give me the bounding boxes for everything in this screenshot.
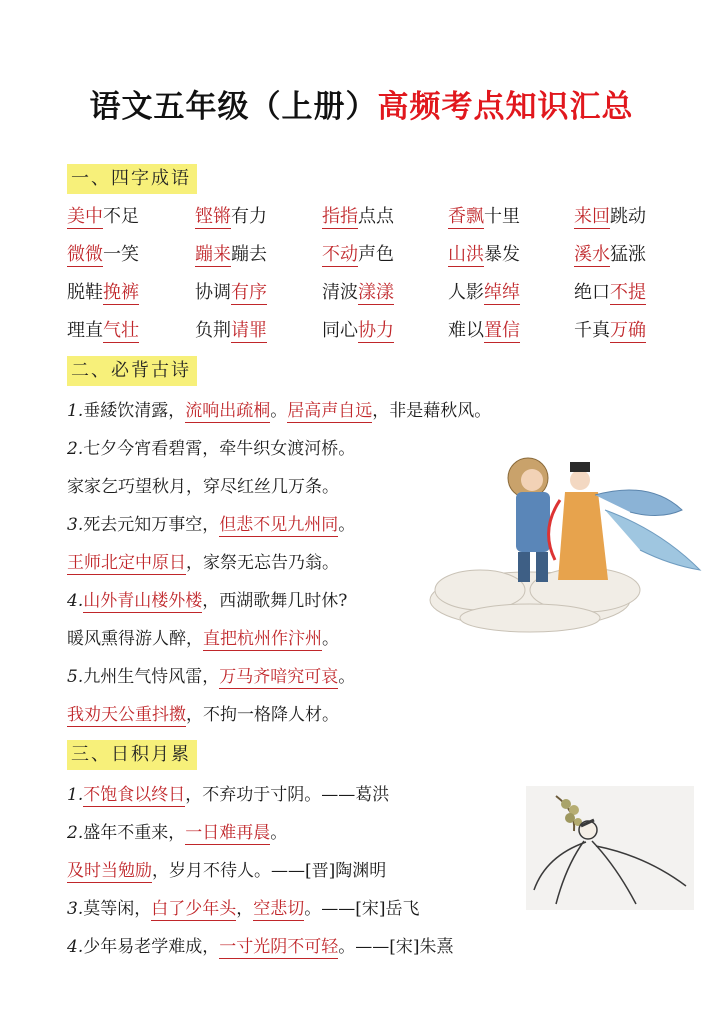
item-number: 1. <box>67 401 84 421</box>
idiom-text: 千真 <box>574 320 610 341</box>
saying-line <box>67 780 547 818</box>
idiom-answer: 美中 <box>67 206 103 227</box>
idiom-item <box>448 202 520 232</box>
idiom-answer: 有序 <box>231 282 267 303</box>
idiom-answer: 万确 <box>610 320 646 341</box>
page-title <box>0 86 723 128</box>
idiom-item <box>448 240 520 270</box>
answer-text: 及时当勉励 <box>67 861 152 881</box>
idiom-grid <box>67 202 687 354</box>
idiom-item <box>195 240 267 270</box>
line-text: 垂緌饮清露， <box>83 401 186 421</box>
idiom-text: 跳动 <box>610 206 646 227</box>
line-text: ，不弃功于寸阴。——葛洪 <box>185 785 390 805</box>
line-text: 。 <box>338 515 356 535</box>
idiom-row <box>67 316 687 354</box>
line-text: 莫等闲， <box>83 899 152 919</box>
idiom-answer: 香飘 <box>448 206 484 227</box>
idiom-row <box>67 278 687 316</box>
title-main: 语文五年级（上册） <box>89 89 378 125</box>
idiom-item <box>322 316 394 346</box>
item-number: 3. <box>67 515 84 535</box>
poem-line <box>67 662 547 700</box>
line-text: 。——[宋]朱熹 <box>338 937 454 957</box>
scholar-ink-painting <box>526 786 694 910</box>
idiom-item <box>67 278 139 308</box>
idiom-text: 猛涨 <box>610 244 646 265</box>
line-text: 。 <box>338 667 356 687</box>
idiom-text: 难以 <box>448 320 484 341</box>
answer-text: 山外青山楼外楼 <box>83 591 203 611</box>
idiom-text: 理直 <box>67 320 103 341</box>
idiom-item <box>574 240 646 270</box>
answer-text: 居高声自远 <box>287 401 373 421</box>
idiom-answer: 蹦来 <box>195 244 231 265</box>
answer-text: 空悲切 <box>253 899 305 919</box>
section-heading-sayings: 三、日积月累 <box>67 740 197 770</box>
line-text: 。——[宋]岳飞 <box>304 899 420 919</box>
item-number: 2. <box>67 439 84 459</box>
idiom-answer: 来回 <box>574 206 610 227</box>
line-text: ，不拘一格降人材。 <box>186 705 339 725</box>
line-text: ， <box>236 899 254 919</box>
line-text: ，家祭无忘告乃翁。 <box>186 553 339 573</box>
item-number: 4. <box>67 937 84 957</box>
idiom-row <box>67 202 687 240</box>
line-text: 九州生气恃风雷， <box>83 667 220 687</box>
idiom-text: 协调 <box>195 282 231 303</box>
cowherd-weaver-painting <box>420 440 710 640</box>
idiom-answer: 漾漾 <box>358 282 394 303</box>
answer-text: 白了少年头 <box>151 899 237 919</box>
item-number: 1. <box>67 785 84 805</box>
answer-text: 我劝天公重抖擞 <box>67 705 186 725</box>
idiom-item <box>195 278 267 308</box>
line-text: ，西湖歌舞几时休? <box>202 591 348 611</box>
item-number: 2. <box>67 823 84 843</box>
item-number: 3. <box>67 899 84 919</box>
cloud-shape <box>430 568 640 632</box>
idiom-item <box>322 278 394 308</box>
line-text: ，非是藉秋风。 <box>372 401 492 421</box>
idiom-text: 蹦去 <box>231 244 267 265</box>
item-number: 5. <box>67 667 84 687</box>
idiom-text: 负荆 <box>195 320 231 341</box>
idiom-text: 脱鞋 <box>67 282 103 303</box>
idiom-text: 有力 <box>231 206 267 227</box>
idiom-text: 绝口 <box>574 282 610 303</box>
idiom-item <box>195 316 267 346</box>
line-text: 。 <box>270 401 288 421</box>
saying-line <box>67 856 547 894</box>
line-text: 盛年不重来， <box>83 823 186 843</box>
idiom-text: 同心 <box>322 320 358 341</box>
line-text: ，岁月不待人。——[晋]陶渊明 <box>152 861 387 881</box>
idiom-answer: 气壮 <box>103 320 139 341</box>
idiom-row <box>67 240 687 278</box>
idiom-item <box>448 316 520 346</box>
idiom-item <box>448 278 520 308</box>
item-number: 4. <box>67 591 84 611</box>
saying-line <box>67 894 547 932</box>
idiom-answer: 铿锵 <box>195 206 231 227</box>
idiom-text: 声色 <box>358 244 394 265</box>
poem-line <box>67 700 547 738</box>
line-text: 。 <box>322 629 339 649</box>
idiom-answer: 溪水 <box>574 244 610 265</box>
answer-text: 万马齐喑究可哀 <box>219 667 339 687</box>
idiom-answer: 不提 <box>610 282 646 303</box>
idiom-text: 一笑 <box>103 244 139 265</box>
title-highlight: 高频考点知识汇总 <box>377 89 634 125</box>
cowherd-figure <box>508 458 550 582</box>
section-heading-idioms: 一、四字成语 <box>67 164 197 194</box>
saying-list <box>67 780 547 970</box>
answer-text: 王师北定中原日 <box>67 553 186 573</box>
idiom-item <box>67 202 139 232</box>
idiom-answer: 绰绰 <box>484 282 520 303</box>
line-text: 死去元知万事空， <box>83 515 220 535</box>
answer-text: 一日难再晨 <box>185 823 271 843</box>
idiom-answer: 微微 <box>67 244 103 265</box>
idiom-item <box>322 202 394 232</box>
answer-text: 直把杭州作汴州 <box>203 629 322 649</box>
line-text: 家家乞巧望秋月，穿尽红丝几万条。 <box>67 477 339 497</box>
idiom-text: 人影 <box>448 282 484 303</box>
idiom-text: 暴发 <box>484 244 520 265</box>
answer-text: 但悲不见九州同 <box>219 515 339 535</box>
idiom-text: 点点 <box>358 206 394 227</box>
line-text: 暖风熏得游人醉， <box>67 629 203 649</box>
idiom-item <box>574 316 646 346</box>
idiom-item <box>67 316 139 346</box>
idiom-item <box>67 240 139 270</box>
line-text: 。 <box>270 823 288 843</box>
idiom-answer: 协力 <box>358 320 394 341</box>
line-text: 少年易老学难成， <box>83 937 220 957</box>
poem-line <box>67 396 547 434</box>
answer-text: 不饱食以终日 <box>83 785 186 805</box>
answer-text: 一寸光阴不可轻 <box>219 937 339 957</box>
idiom-item <box>195 202 267 232</box>
answer-text: 流响出疏桐 <box>185 401 271 421</box>
idiom-item <box>574 278 646 308</box>
idiom-text: 十里 <box>484 206 520 227</box>
saying-line <box>67 818 547 856</box>
idiom-item <box>574 202 646 232</box>
idiom-text: 清波 <box>322 282 358 303</box>
weaver-girl-figure <box>549 462 700 580</box>
idiom-item <box>322 240 394 270</box>
idiom-answer: 挽裤 <box>103 282 139 303</box>
idiom-answer: 指指 <box>322 206 358 227</box>
idiom-answer: 山洪 <box>448 244 484 265</box>
idiom-answer: 请罪 <box>231 320 267 341</box>
idiom-answer: 不动 <box>322 244 358 265</box>
saying-line <box>67 932 547 970</box>
idiom-answer: 置信 <box>484 320 520 341</box>
section-heading-poems: 二、必背古诗 <box>67 356 197 386</box>
line-text: 七夕今宵看碧霄，牵牛织女渡河桥。 <box>83 439 356 459</box>
idiom-text: 不足 <box>103 206 139 227</box>
